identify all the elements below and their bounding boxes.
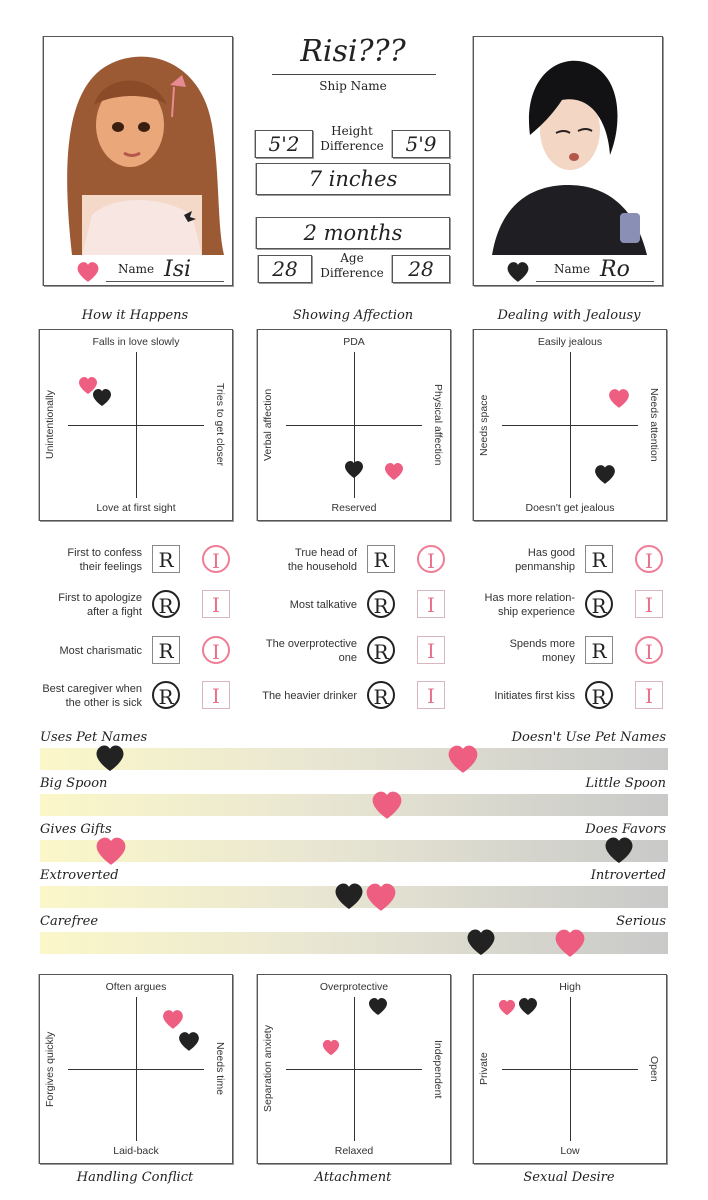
quadrant-bottom-label: Doesn't get jealous — [525, 502, 615, 514]
answer-r-box[interactable]: R — [367, 636, 395, 664]
answer-r-box[interactable]: R — [152, 636, 180, 664]
left-age: 28 — [258, 255, 312, 283]
height-difference-value: 7 inches — [256, 163, 450, 195]
isi-heart-icon — [447, 744, 479, 774]
quadrant-1 — [257, 974, 451, 1164]
quadrant-2 — [473, 974, 667, 1164]
left-height: 5'2 — [255, 130, 313, 158]
isi-heart-icon — [365, 882, 397, 912]
answer-r-box[interactable]: R — [152, 590, 180, 618]
answer-i-box[interactable]: I — [202, 636, 230, 664]
slider-right-label: Doesn't Use Pet Names — [511, 730, 666, 745]
answer-i-box[interactable]: I — [417, 545, 445, 573]
slider-right-label: Serious — [616, 914, 666, 929]
isi-heart-icon — [95, 836, 127, 866]
quadrant-left-label: Private — [478, 1052, 490, 1086]
slider-track — [40, 748, 668, 770]
age-difference-label: Age Difference — [320, 251, 384, 280]
slider-right-label: Does Favors — [585, 822, 666, 837]
quadrant-right-label: Open — [648, 1056, 660, 1082]
answer-r-box[interactable]: R — [367, 545, 395, 573]
answer-i-box[interactable]: I — [202, 681, 230, 709]
question-label: Spends more money — [509, 638, 575, 664]
isi-heart-icon — [371, 790, 403, 820]
question-label: The heavier drinker — [262, 690, 357, 702]
slider-left-label: Carefree — [40, 914, 99, 929]
answer-i-box[interactable]: I — [417, 590, 445, 618]
quadrant-title: Dealing with Jealousy — [497, 308, 641, 323]
quadrant-right-label: Needs attention — [648, 388, 660, 462]
slider-track — [40, 840, 668, 862]
quadrant-top-label: Overprotective — [319, 981, 389, 993]
slider-right-label: Introverted — [590, 868, 666, 883]
answer-i-box[interactable]: I — [202, 590, 230, 618]
isi-heart-icon — [76, 261, 100, 283]
quadrant-title: Sexual Desire — [523, 1170, 615, 1185]
ship-name: Risi??? — [300, 34, 406, 69]
isi-heart-icon — [384, 462, 404, 481]
ro-heart-icon — [92, 388, 112, 407]
isi-heart-icon — [608, 388, 630, 409]
isi-heart-icon — [162, 1009, 184, 1030]
question-label: First to confess their feelings — [67, 547, 142, 573]
question-label: Has more relation- ship experience — [484, 592, 575, 618]
quadrant-v-axis — [136, 997, 137, 1141]
quadrant-left-label: Needs space — [478, 394, 490, 456]
isi-portrait — [52, 45, 224, 255]
isi-heart-icon — [322, 1039, 340, 1056]
height-difference-label: Height Difference — [320, 124, 384, 153]
quadrant-2 — [473, 329, 667, 521]
answer-i-box[interactable]: I — [202, 545, 230, 573]
quadrant-0 — [39, 329, 233, 521]
answer-i-box[interactable]: I — [635, 590, 663, 618]
quadrant-bottom-label: Laid-back — [113, 1145, 159, 1157]
quadrant-bottom-label: Low — [560, 1145, 580, 1157]
right-height: 5'9 — [392, 130, 450, 158]
answer-r-box[interactable]: R — [367, 681, 395, 709]
isi-heart-icon — [498, 999, 516, 1016]
answer-r-box[interactable]: R — [152, 681, 180, 709]
ship-name-caption: Ship Name — [319, 79, 387, 93]
left-profile-card — [43, 36, 233, 286]
question-label: Initiates first kiss — [494, 690, 575, 702]
quadrant-top-label: Falls in love slowly — [92, 336, 180, 348]
quadrant-title: Attachment — [314, 1170, 392, 1185]
quadrant-top-label: Often argues — [105, 981, 167, 993]
left-name-value: Isi — [164, 257, 192, 282]
answer-r-box[interactable]: R — [585, 681, 613, 709]
slider-left-label: Uses Pet Names — [40, 730, 148, 745]
slider-track — [40, 794, 668, 816]
question-label: Most talkative — [289, 599, 357, 611]
right-name-label: Name — [554, 262, 591, 276]
quadrant-title: How it Happens — [81, 308, 189, 323]
right-name-value: Ro — [600, 257, 630, 282]
slider-left-label: Extroverted — [40, 868, 119, 883]
quadrant-v-axis — [354, 997, 355, 1141]
quadrant-bottom-label: Reserved — [331, 502, 377, 514]
ro-heart-icon — [506, 261, 530, 283]
quadrant-left-label: Forgives quickly — [44, 1031, 56, 1107]
ro-portrait — [482, 45, 654, 255]
quadrant-left-label: Verbal affection — [262, 388, 274, 462]
answer-r-box[interactable]: R — [367, 590, 395, 618]
quadrant-v-axis — [570, 352, 571, 498]
quadrant-bottom-label: Love at first sight — [96, 502, 176, 514]
quadrant-v-axis — [136, 352, 137, 498]
slider-left-label: Gives Gifts — [40, 822, 112, 837]
ro-heart-icon — [466, 928, 496, 957]
quadrant-top-label: PDA — [343, 336, 365, 348]
quadrant-0 — [39, 974, 233, 1164]
ro-heart-icon — [604, 836, 634, 865]
question-label: First to apologize after a fight — [58, 592, 142, 618]
answer-r-box[interactable]: R — [152, 545, 180, 573]
answer-i-box[interactable]: I — [635, 681, 663, 709]
ro-heart-icon — [178, 1031, 200, 1052]
right-age: 28 — [392, 255, 450, 283]
quadrant-right-label: Independent — [432, 1039, 444, 1099]
quadrant-top-label: High — [559, 981, 581, 993]
age-difference-value: 2 months — [256, 217, 450, 249]
question-label: Best caregiver when the other is sick — [42, 683, 142, 709]
right-profile-card — [473, 36, 663, 286]
ro-heart-icon — [594, 464, 616, 485]
ro-heart-icon — [518, 997, 538, 1016]
answer-i-box[interactable]: I — [417, 681, 445, 709]
quadrant-1 — [257, 329, 451, 521]
isi-heart-icon — [554, 928, 586, 958]
answer-i-box[interactable]: I — [417, 636, 445, 664]
ro-heart-icon — [334, 882, 364, 911]
quadrant-top-label: Easily jealous — [537, 336, 603, 348]
quadrant-bottom-label: Relaxed — [334, 1145, 374, 1157]
answer-r-box[interactable]: R — [585, 590, 613, 618]
ro-heart-icon — [368, 997, 388, 1016]
answer-r-box[interactable]: R — [585, 636, 613, 664]
quadrant-title: Showing Affection — [292, 308, 414, 323]
left-name-label: Name — [118, 262, 155, 276]
answer-i-box[interactable]: I — [635, 636, 663, 664]
slider-left-label: Big Spoon — [40, 776, 108, 791]
answer-r-box[interactable]: R — [585, 545, 613, 573]
quadrant-title: Handling Conflict — [76, 1170, 194, 1185]
quadrant-left-label: Unintentionally — [44, 390, 56, 460]
ro-heart-icon — [344, 460, 364, 479]
quadrant-right-label: Tries to get closer — [214, 383, 226, 467]
question-label: Has good penmanship — [515, 547, 575, 573]
quadrant-right-label: Physical affection — [432, 384, 444, 466]
question-label: The overprotective one — [265, 638, 357, 664]
quadrant-left-label: Separation anxiety — [262, 1025, 274, 1113]
question-label: True head of the household — [287, 547, 357, 573]
quadrant-v-axis — [570, 997, 571, 1141]
question-label: Most charismatic — [59, 645, 142, 657]
quadrant-right-label: Needs time — [214, 1042, 226, 1096]
ro-heart-icon — [95, 744, 125, 773]
slider-right-label: Little Spoon — [585, 776, 666, 791]
answer-i-box[interactable]: I — [635, 545, 663, 573]
